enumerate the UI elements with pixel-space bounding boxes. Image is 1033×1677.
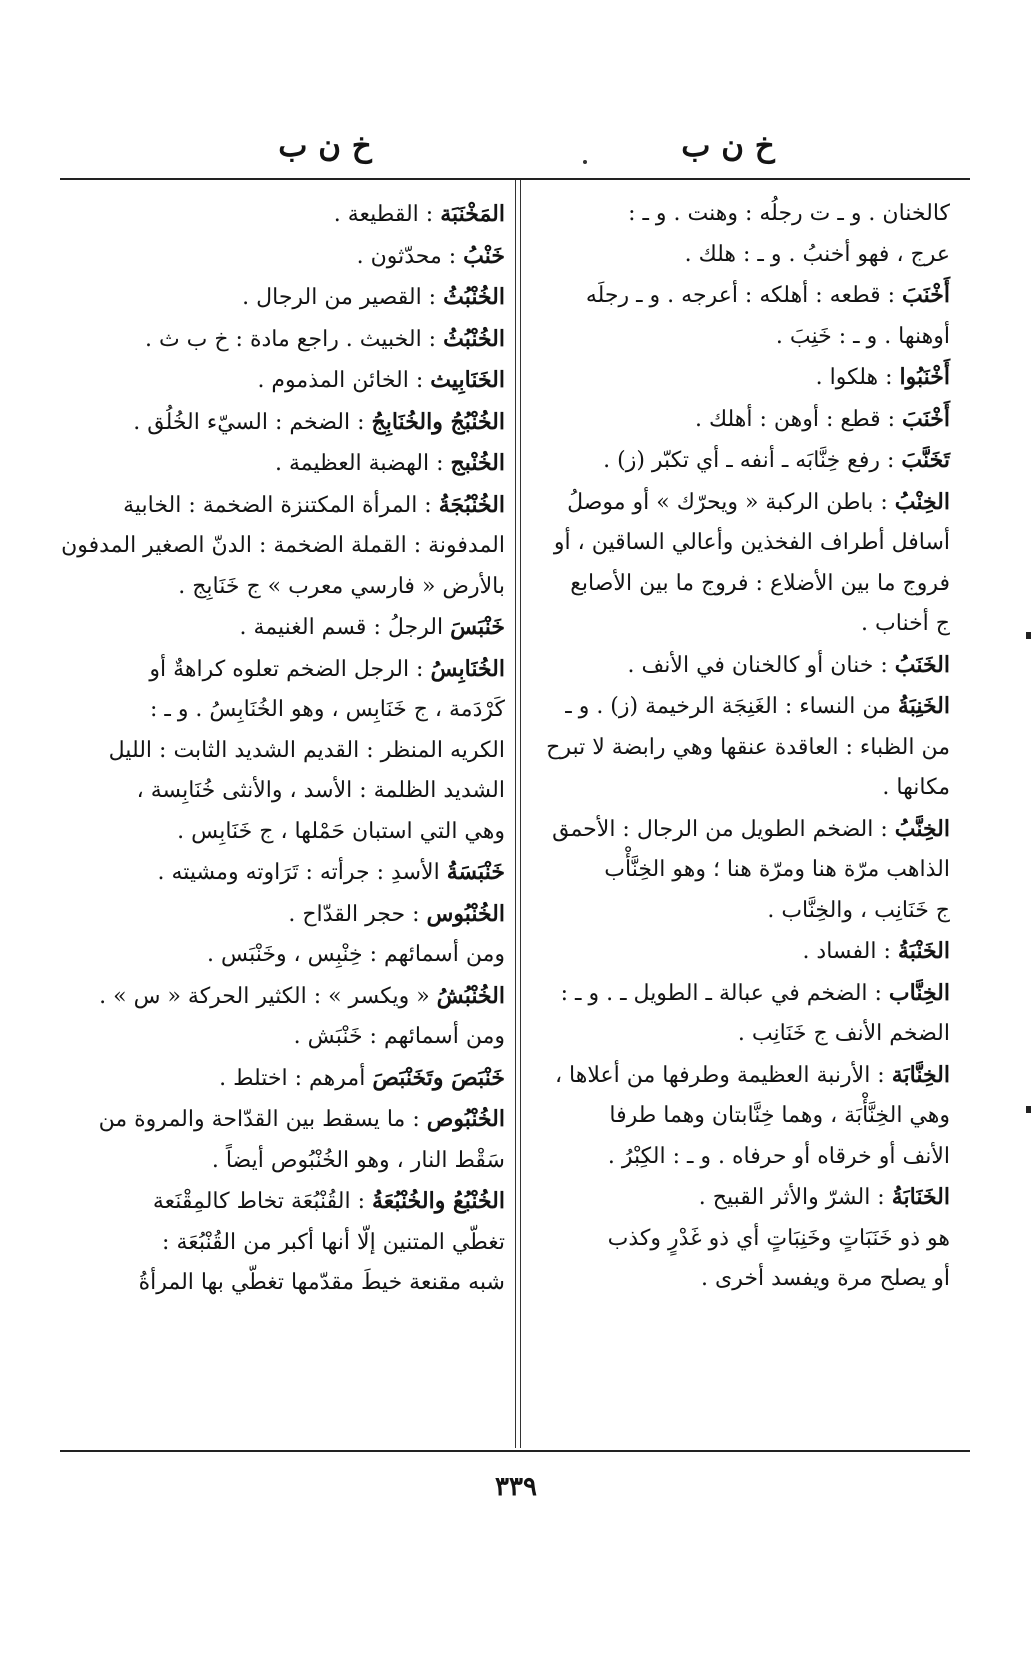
definition-text: كَرْدَمة ، ج خَنَابِس ، وهو الخُنَابِسُ . و ـ :: [149, 697, 505, 722]
definition-text: عرج ، فهو أخنبُ . و ـ : هلك .: [684, 241, 950, 267]
headword: خَنْبَسَةُ: [446, 859, 505, 885]
entry-line: [60, 360, 505, 402]
definition-text: : الضخم في عبالة ـ الطويل ـ . و ـ :: [560, 980, 889, 1006]
definition-text: : محدّثون .: [356, 243, 464, 269]
definition-text: أمرهم : اختلط .: [219, 1065, 373, 1091]
entry-line: [60, 277, 505, 319]
entry-line: [60, 607, 505, 649]
definition-text: : الأرنبة العظيمة وطرفها من أعلاها ،: [554, 1062, 892, 1088]
definition-text: المدفونة : القملة الضخمة : الدنّ الصغير المدفون: [61, 533, 505, 558]
entry-line: [525, 686, 950, 728]
entry-line: [60, 771, 505, 812]
entry-line: [60, 236, 505, 278]
headword: الخِنَّاب: [888, 979, 950, 1006]
entry-line: [525, 645, 950, 687]
entry-line: [60, 1181, 505, 1223]
entry-line: [60, 852, 505, 894]
entry-line: [525, 891, 950, 932]
page-header-root-left: خ ن ب: [278, 128, 372, 164]
definition-text: : المرأة المكتنزة الضخمة : الخابية: [123, 492, 439, 518]
definition-text: : قطعه : أهلكه : أعرجه . و ـ رجلَه: [585, 283, 903, 308]
definition-text: ج أخناب .: [861, 611, 950, 636]
entry-line: [525, 1096, 950, 1137]
definition-text: الشديد الظلمة : الأسد ، والأنثى خُنَابِسة ،: [136, 778, 505, 803]
definition-text: : القُنْبُعَة تخاط كالمِقْنَعة: [152, 1189, 372, 1214]
headword: الخُنْبُعُ والخُنْبُعَةُ: [372, 1188, 505, 1214]
entry-line: [525, 523, 950, 564]
headword: خَنْبَصَ وتَخَنْبَصَ: [372, 1064, 505, 1091]
page-header-root-right: خ ن ب: [681, 128, 775, 164]
bottom-rule: [60, 1450, 970, 1452]
entry-line: [60, 812, 505, 853]
headword: أَخْنَبُوا: [899, 364, 950, 390]
definition-text: الكريه المنظر : القديم الشديد الثابت : الليل: [108, 737, 505, 763]
entry-line: [60, 935, 505, 976]
definition-text: وهي الخِنَّأْبَة ، وهما خِنَّابتان وهما طرفا: [609, 1103, 950, 1128]
definition-text: ومن أسمائهم : خَنْبَش .: [293, 1024, 505, 1049]
entry-line: [525, 604, 950, 645]
definition-text: فروج ما بين الأضلاع : فروج ما بين الأصابع: [570, 570, 950, 596]
definition-text: تغطّي المتنين إلّا أنها أكبر من القُنْبُعَة :: [162, 1229, 505, 1255]
entry-line: [60, 402, 505, 444]
entry-line: [525, 1219, 950, 1260]
definition-text: : باطن الركبة « ويحرّك » أو موصلُ: [567, 489, 895, 515]
entry-line: [525, 973, 950, 1015]
definition-text: من النساء : الغَنِجَة الرخيمة (ز) . و ـ: [565, 694, 898, 719]
left-column: [60, 194, 505, 1304]
definition-text: الرجلُ : قسم الغنيمة .: [239, 615, 451, 640]
headword: خَنْبَسَ: [450, 614, 505, 640]
headword: المَخْنَبَة: [440, 201, 505, 227]
entry-line: [525, 317, 950, 358]
headword: أَخْنَبَ: [902, 282, 950, 308]
entry-line: [525, 194, 950, 235]
definition-text: الذاهب مرّة هنا ومرّة هنا ؛ وهو الخِنَّأْب: [604, 857, 950, 882]
definition-text: كالخنان . و ـ ت رجلُه : وهنت . و ـ :: [628, 201, 950, 226]
definition-text: : ما يسقط بين القدّاحة والمروة من: [98, 1107, 427, 1132]
entry-line: [60, 1263, 505, 1304]
definition-text: : قطع : أوهن : أهلك .: [694, 406, 903, 432]
definition-text: من الظباء : العاقدة عنقها وهي رابضة لا تبرح: [546, 734, 950, 760]
definition-text: : رفع خِنَّابَه ـ أنفه ـ أي تكبّر (ز) .: [603, 448, 902, 473]
entry-line: [60, 649, 505, 691]
entry-line: [525, 482, 950, 524]
entry-line: [525, 440, 950, 482]
entry-line: [60, 526, 505, 567]
definition-text: أسافل أطراف الفخذين وأعالي الساقين ، أو: [553, 530, 950, 555]
entry-line: [525, 931, 950, 973]
headword: الخِنَّابَة: [891, 1061, 950, 1088]
definition-text: : هلكوا .: [815, 365, 900, 390]
page-number: ٣٣٩: [495, 1472, 537, 1502]
entry-line: [60, 194, 505, 236]
headword: الخُنْبُوص: [426, 1106, 505, 1132]
headword: خَنْبُ: [463, 242, 505, 269]
definition-text: الضخم الأنف ج خَنَانِب .: [737, 1021, 950, 1046]
entry-line: [525, 357, 950, 399]
definition-text: مكانها .: [882, 775, 950, 800]
headword: أَخْنَبَ: [902, 405, 950, 432]
headword: الخُنْبُثُ: [443, 325, 505, 352]
entry-line: [60, 1223, 505, 1264]
margin-mark: [1026, 1106, 1031, 1113]
definition-text: ومن أسمائهم : خِنْبِس ، وخَنْبَس .: [207, 942, 505, 967]
headword: الخُنَابِسُ: [430, 655, 505, 682]
entry-line: [60, 690, 505, 731]
definition-text: بالأرض « فارسي معرب » ج خَنَابِج .: [178, 573, 505, 599]
headword: الخَنَبُ: [894, 651, 950, 678]
definition-text: سَقْط النار ، وهو الخُنْبُوص أيضاً .: [211, 1147, 505, 1173]
entry-line: [525, 728, 950, 769]
headword: الخُنْبُشُ: [436, 982, 505, 1009]
headword: الخَنِبَةُ: [897, 693, 950, 719]
margin-mark: [1026, 632, 1031, 639]
definition-text: : الضخم الطويل من الرجال : الأحمق: [552, 816, 895, 842]
entry-line: [525, 1259, 950, 1300]
headword: الخَنَابَةُ: [891, 1184, 950, 1210]
definition-text: : الخبيث . راجع مادة : خ ب ث .: [144, 326, 444, 352]
header-dot: [583, 160, 587, 164]
definition-text: : الفساد .: [802, 939, 898, 964]
entry-line: [60, 731, 505, 772]
definition-text: : الضخم : السيّء الخُلُق .: [133, 409, 372, 435]
definition-text: الأسدِ : جرأته : تَرَاوته ومشيته .: [157, 860, 447, 885]
headword: الخُنْبُجُ والخُنَابِجُ: [371, 408, 505, 435]
definition-text: هو ذو خَنَبَاتٍ وخَنِبَاتٍ أي ذو غَدْرٍ وكذب: [607, 1225, 950, 1251]
headword: الخِنَّبُ: [894, 815, 950, 842]
headword: الخِنْبُ: [894, 488, 950, 515]
entry-line: [525, 809, 950, 851]
entry-line: [525, 1177, 950, 1219]
entry-line: [60, 1141, 505, 1182]
definition-text: : حجر القدّاح .: [288, 901, 427, 927]
definition-text: : الرجل الضخم تعلوه كراهةٌ أو: [149, 656, 431, 682]
entry-line: [60, 443, 505, 485]
entry-line: [60, 1017, 505, 1058]
entry-line: [60, 567, 505, 608]
headword: الخُنْبُجَةُ: [438, 491, 505, 518]
definition-text: أوهنها . و ـ : خَنِبَ .: [775, 323, 950, 349]
entry-line: [60, 1099, 505, 1141]
entry-line: [525, 564, 950, 605]
entry-line: [525, 768, 950, 809]
entry-line: [60, 319, 505, 361]
definition-text: : القصير من الرجال .: [242, 285, 444, 310]
entry-line: [525, 1137, 950, 1178]
definition-text: شبه مقنعة خيطَ مقدّمها تغطّي بها المرأةُ: [138, 1270, 505, 1295]
definition-text: : خنان أو كالخنان في الأنف .: [627, 652, 895, 678]
entry-line: [525, 235, 950, 276]
column-divider: [520, 180, 521, 1448]
entry-line: [525, 1014, 950, 1055]
definition-text: ج خَنَانِب ، والخِنَّاب .: [767, 897, 950, 923]
entry-line: [525, 275, 950, 317]
definition-text: أو يصلح مرة ويفسد أخرى .: [701, 1266, 950, 1291]
headword: الخَنَابِيث: [430, 367, 505, 393]
entry-line: [60, 976, 505, 1018]
definition-text: وهي التي استبان حَمْلها ، ج خَنَابِس .: [177, 818, 505, 844]
definition-text: : القطيعة .: [333, 202, 441, 227]
definition-text: : الخائن المذموم .: [257, 368, 431, 393]
column-divider: [515, 180, 516, 1448]
headword: تَخَنَّبَ: [901, 447, 950, 473]
headword: الخُنْبُثُ: [443, 284, 505, 310]
definition-text: الأنف أو خرقاه أو حرفاه . و ـ : الكِبْرُ .: [607, 1143, 950, 1169]
definition-text: : الشرّ والأثر القبيح .: [698, 1185, 892, 1210]
entry-line: [60, 485, 505, 527]
headword: الخُنْبج: [450, 450, 505, 476]
headword: الخُنْبُوس: [426, 900, 505, 927]
definition-text: : الهضبة العظيمة .: [275, 451, 451, 476]
entry-line: [525, 399, 950, 441]
entry-line: [60, 894, 505, 936]
right-column: [525, 194, 950, 1300]
entry-line: [60, 1058, 505, 1100]
entry-line: [525, 1055, 950, 1097]
definition-text: « ويكسر » : الكثير الحركة « س » .: [99, 983, 437, 1009]
entry-line: [525, 850, 950, 891]
headword: الخَنْبَةُ: [897, 938, 950, 964]
